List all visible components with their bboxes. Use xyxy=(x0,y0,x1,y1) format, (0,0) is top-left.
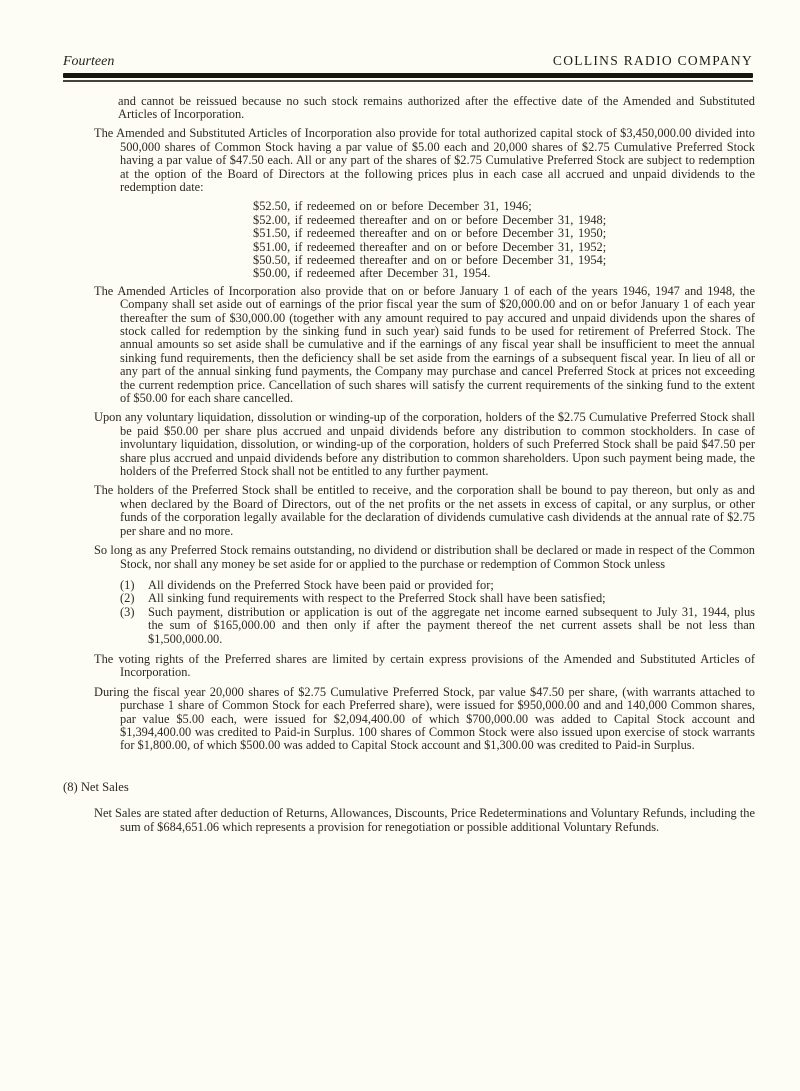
document-body xyxy=(63,95,755,835)
paragraph-net-sales: Net Sales are stated after deduction of Returns, Allowances, Discounts, Price Redeterminations and Voluntary Refunds, including the sum of $684,651.06 which represents a provision for renegotiation or possible additional Voluntary Refunds. xyxy=(94,806,755,834)
paragraph-continuation: and cannot be reissued because no such stock remains authorized after the effective date of the Amended and Substituted Articles of Incorporation. xyxy=(118,93,755,121)
condition-number: (3) xyxy=(120,604,135,619)
paragraph-dividends: The holders of the Preferred Stock shall be entitled to receive, and the corporation shall be bound to pay thereon, but only as and when declared by the Board of Directors, out of the net profits or the net assets in excess of capital, or any surplus, or other funds of the corporation legally available for the declaration of dividends cumulative cash dividends at the annual rate of $2.75 per share and no more. xyxy=(94,483,755,538)
redemption-schedule-line: $52.00, if redeemed thereafter and on or before December 31, 1948; xyxy=(253,212,607,227)
page-number-label: Fourteen xyxy=(63,54,115,69)
paragraph-shares-issued: During the fiscal year 20,000 shares of $2.75 Cumulative Preferred Stock, par value $47.50 per share, (with warrants attached to purchase 1 share of Common Stock for each Preferred share), were issued for $950,000.00 and and 140,000 Common shares, par value $5.00 each, were issued for $2,094,400.00 of which $700,000.00 was added to Capital Stock account and $1,394,400.00 was credited to Paid-in Surplus. 100 shares of Common Stock were also issued upon exercise of stock warrants for $1,800.00, of which $500.00 was added to Capital Stock account and $1,300.00 was credited to Paid-in Surplus. xyxy=(94,684,755,753)
paragraph-liquidation: Upon any voluntary liquidation, dissolution or winding-up of the corporation, holders of the $2.75 Cumulative Preferred Stock shall be paid $50.00 per share plus accrued and unpaid dividends before any distribution to common stockholders. In case of involuntary liquidation, dissolution, or winding-up of the corporation, holders of such Preferred Stock shall be paid $47.50 per share plus accrued and unpaid dividends before any distribution to common shareholders. Upon such payment being made, the holders of the Preferred Stock shall not be entitled to any further payment. xyxy=(94,410,755,479)
condition-item xyxy=(63,579,755,592)
condition-text: All dividends on the Preferred Stock have been paid or provided for; xyxy=(148,577,494,592)
condition-text: All sinking fund requirements with respect to the Preferred Stock shall have been satisfied; xyxy=(148,591,606,606)
paragraph-capital-stock: The Amended and Substituted Articles of Incorporation also provide for total authorized capital stock of $3,450,000.00 divided into 500,000 shares of Common Stock having a par value of $5.00 each and 20,000 shares of $2.75 Cumulative Preferred Stock having a par value of $47.50 each. All or any part of the shares of $2.75 Cumulative Preferred Stock are subject to redemption at the option of the Board of Directors at the following prices plus in each case all accrued and unpaid dividends to the redemption date: xyxy=(94,126,755,194)
paragraph-voting-rights: The voting rights of the Preferred shares are limited by certain express provisions of the Amended and Substituted Articles of Incorporation. xyxy=(94,651,755,680)
condition-number: (2) xyxy=(120,591,135,606)
redemption-schedule-line: $52.50, if redeemed on or before December 31, 1946; xyxy=(253,199,532,214)
company-name: COLLINS RADIO COMPANY xyxy=(552,53,753,68)
redemption-schedule-line: $51.50, if redeemed thereafter and on or before December 31, 1950; xyxy=(253,226,607,241)
section-8-heading: (8) Net Sales xyxy=(63,779,129,794)
paragraph-sinking-fund: The Amended Articles of Incorporation also provide that on or before January 1 of each of the years 1946, 1947 and 1948, the Company shall set aside out of earnings of the prior fiscal year the sum of $20,000.00 and on or befor January 1 of each year thereafter the sum of $30,000.00 (together with any amount required to pay accured and unpaid dividends upon the shares of stock called for redemption by the sinking fund in such year) said funds to be used for retirement of Preferred Stock. The annual amounts so set aside shall be cumulative and if the earnings of any fiscal year shall be insufficient to meet the annual sinking fund requirements, then the deficiency shall be set aside from the earnings of a subsequent fiscal year. In lieu of all or any part of the annual sinking fund payments, the Company may purchase and cancel Preferred Stock at prices not exceeding the current redemption price. Cancellation of such shares will satisfy the current requirements of the sinking fund to the extent of $50.00 for each share cancelled. xyxy=(94,283,755,406)
paragraph-restriction: So long as any Preferred Stock remains outstanding, no dividend or distribution shall be declared or made in respect of the Common Stock, nor shall any money be set aside for or applied to the purchase or redemption of Common Stock unless xyxy=(94,543,755,571)
page-header xyxy=(0,0,800,70)
condition-item xyxy=(63,592,755,605)
condition-text: Such payment, distribution or application is out of the aggregate net income earned subsequent to July 31, 1944, plus the sum of $165,000.00 and then only if after the payment thereof the net current assets shall be not less than $1,500,000.00. xyxy=(148,604,755,646)
conditions-list xyxy=(63,579,755,646)
condition-item xyxy=(63,606,755,646)
redemption-schedule-line: $50.00, if redeemed after December 31, 1954. xyxy=(253,266,491,281)
redemption-schedule xyxy=(253,200,755,280)
header-rule-thin xyxy=(63,80,753,82)
condition-number: (1) xyxy=(120,577,135,592)
redemption-schedule-line: $51.00, if redeemed thereafter and on or before December 31, 1952; xyxy=(253,239,607,254)
header-rule-thick xyxy=(63,73,753,78)
redemption-schedule-line: $50.50, if redeemed thereafter and on or before December 31, 1954; xyxy=(253,252,607,267)
